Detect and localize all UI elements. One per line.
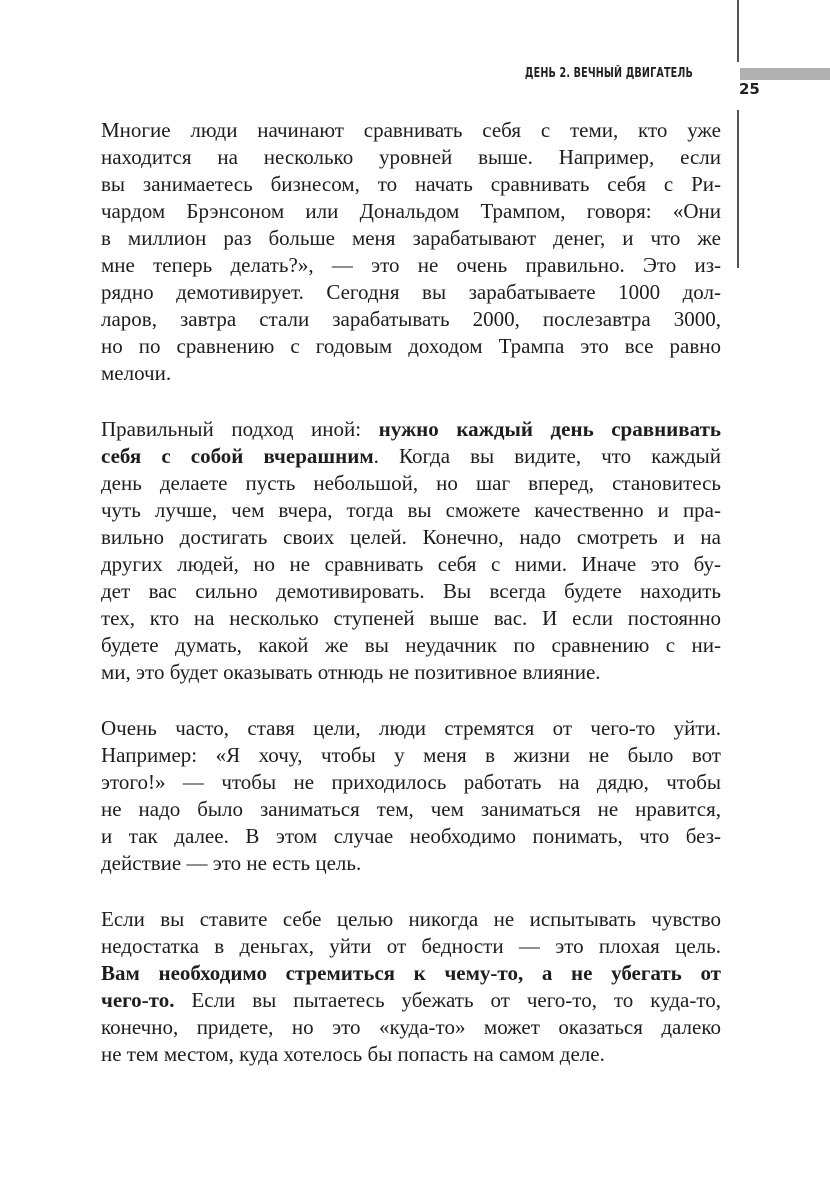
bold-text: Вам необходимо стремиться к чему-то, а не убегать от (101, 961, 721, 985)
text-segment: . Когда вы видите, что каждый (373, 444, 722, 468)
text-line (101, 960, 721, 987)
text-segment: день делаете пусть небольшой, но шаг вперед, становитесь (101, 471, 721, 495)
text-line (101, 524, 721, 551)
text-segment: конечно, придете, но это «куда-то» может оказаться далеко (101, 1015, 721, 1039)
text-segment: Многие люди начинают сравнивать себя с теми, кто уже (101, 118, 721, 142)
text-line (101, 360, 721, 387)
text-segment: не надо было заниматься тем, чем заниматься не нравится, (101, 797, 721, 821)
paragraph (101, 117, 721, 387)
text-segment: других людей, но не сравнивать себя с ними. Иначе это бу- (101, 552, 721, 576)
text-segment: вильно достигать своих целей. Конечно, надо смотреть и на (101, 525, 721, 549)
text-line (101, 578, 721, 605)
text-line (101, 225, 721, 252)
text-line (101, 497, 721, 524)
text-segment: дет вас сильно демотивировать. Вы всегда будете находить (101, 579, 721, 603)
text-segment: недостатка в деньгах, уйти от бедности — это плохая цель. (101, 934, 721, 958)
text-line (101, 987, 721, 1014)
text-segment: находится на несколько уровней выше. Например, если (101, 145, 721, 169)
text-segment: мне теперь делать?», — это не очень правильно. Это из- (101, 253, 721, 277)
body-text (101, 117, 721, 1097)
text-segment: Правильный подход иной: (101, 417, 379, 441)
text-segment: ми, это будет оказывать отнюдь не позитивное влияние. (101, 660, 601, 684)
text-segment: будете думать, какой же вы неудачник по сравнению с ни- (101, 633, 721, 657)
text-segment: мелочи. (101, 361, 172, 385)
text-line (101, 632, 721, 659)
text-line (101, 470, 721, 497)
text-line (101, 416, 721, 443)
paragraph (101, 416, 721, 686)
text-segment: чардом Брэнсоном или Дональдом Трампом, говоря: «Они (101, 199, 721, 223)
text-line (101, 742, 721, 769)
text-segment: в миллион раз больше меня зарабатывают денег, и что же (101, 226, 721, 250)
bold-text: нужно каждый день сравнивать (378, 417, 721, 441)
margin-rule (737, 110, 739, 268)
text-segment: и так далее. В этом случае необходимо понимать, что без- (101, 824, 721, 848)
text-segment: чуть лучше, чем вчера, тогда вы сможете качественно и пра- (101, 498, 721, 522)
margin-rule-top (737, 0, 739, 62)
text-segment: Если вы ставите себе целью никогда не испытывать чувство (101, 907, 721, 931)
text-line (101, 117, 721, 144)
text-line (101, 551, 721, 578)
text-line (101, 605, 721, 632)
chapter-tab-bar (740, 68, 830, 80)
text-segment: но по сравнению с годовым доходом Трампа это все равно (101, 334, 721, 358)
text-line (101, 1041, 721, 1068)
text-line (101, 443, 721, 470)
paragraph (101, 715, 721, 877)
running-header: ДЕНЬ 2. ВЕЧНЫЙ ДВИГАТЕЛЬ (524, 66, 693, 81)
text-segment: Если вы пытаетесь убежать от чего-то, то куда-то, (174, 988, 721, 1012)
text-segment: Например: «Я хочу, чтобы у меня в жизни не было вот (101, 743, 721, 767)
text-line (101, 279, 721, 306)
text-line (101, 659, 721, 686)
text-line (101, 933, 721, 960)
paragraph (101, 906, 721, 1068)
text-segment: ларов, завтра стали зарабатывать 2000, послезавтра 3000, (101, 307, 721, 331)
text-line (101, 252, 721, 279)
text-segment: рядно демотивирует. Сегодня вы зарабатываете 1000 дол- (101, 280, 721, 304)
text-segment: вы занимаетесь бизнесом, то начать сравнивать себя с Ри- (101, 172, 721, 196)
text-line (101, 796, 721, 823)
text-line (101, 850, 721, 877)
text-line (101, 1014, 721, 1041)
text-segment: не тем местом, куда хотелось бы попасть на самом деле. (101, 1042, 605, 1066)
text-line (101, 823, 721, 850)
bold-text: чего-то. (101, 988, 175, 1012)
text-segment: действие — это не есть цель. (101, 851, 362, 875)
text-line (101, 306, 721, 333)
text-line (101, 171, 721, 198)
text-segment: тех, кто на несколько ступеней выше вас. И если постоянно (101, 606, 721, 630)
bold-text: себя с собой вчерашним (101, 444, 374, 468)
text-segment: Очень часто, ставя цели, люди стремятся от чего-то уйти. (101, 716, 721, 740)
text-line (101, 769, 721, 796)
text-line (101, 906, 721, 933)
text-line (101, 715, 721, 742)
text-line (101, 333, 721, 360)
text-line (101, 198, 721, 225)
page-number: 25 (739, 80, 760, 98)
text-segment: этого!» — чтобы не приходилось работать на дядю, чтобы (101, 770, 721, 794)
text-line (101, 144, 721, 171)
